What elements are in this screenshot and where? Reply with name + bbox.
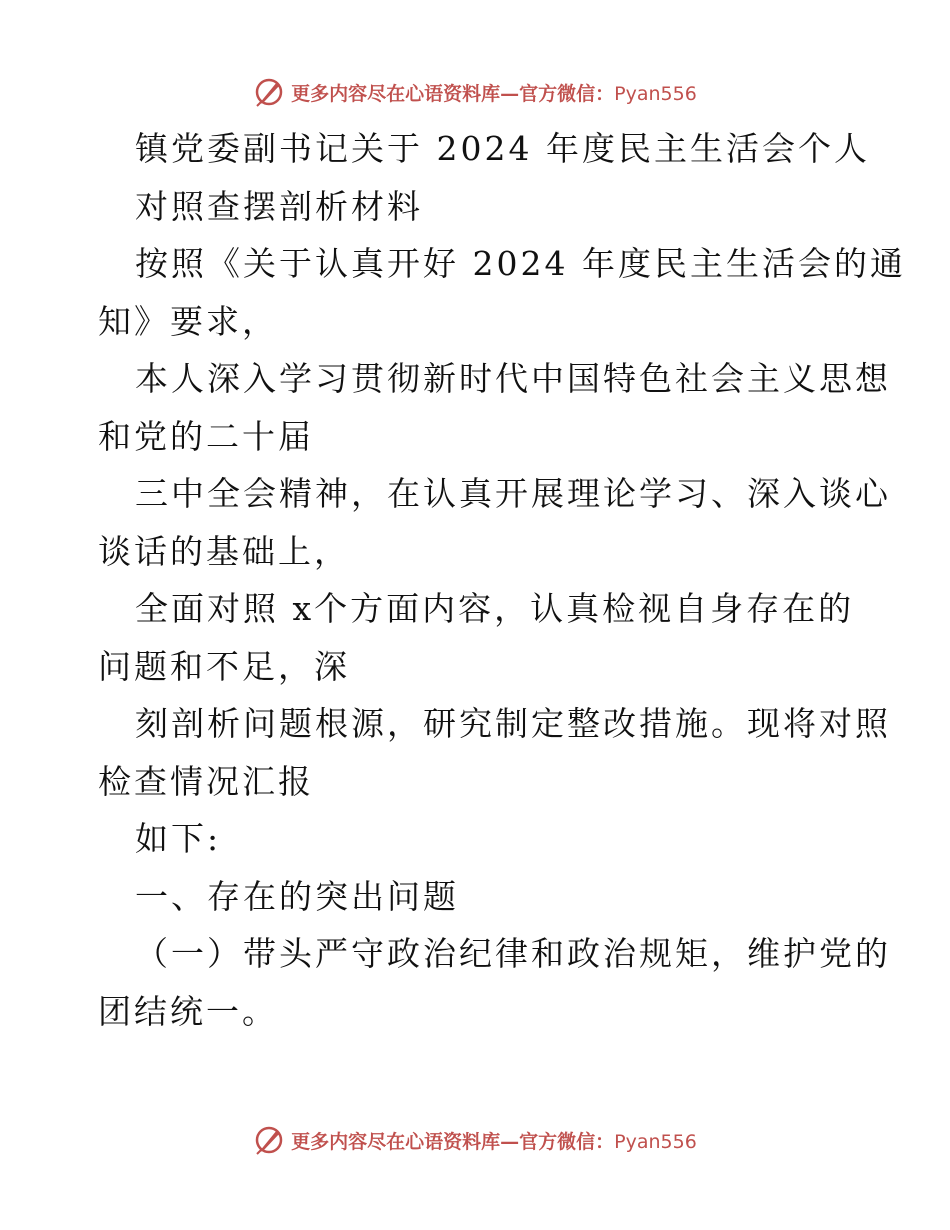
doc-title-line-1: 镇党委副书记关于 2024 年度民主生活会个人 [135,129,870,168]
watermark-text: 更多内容尽在心语资料库—官方微信：Pyan556 [291,1130,697,1153]
quill-circle-logo-icon [253,1124,285,1156]
paragraph-line: 本人深入学习贯彻新时代中国特色社会主义思想 [135,359,891,398]
header-watermark-banner [0,72,950,112]
quill-circle-logo-icon [253,76,285,108]
paragraph-line: 问题和不足，深 [98,646,350,686]
subsection-heading-cont: 团结统一。 [98,991,278,1031]
document-body [98,120,906,1040]
paragraph-line: 检查情况汇报 [98,761,314,801]
paragraph-line: 刻剖析问题根源，研究制定整改措施。现将对照 [135,704,891,743]
paragraph-line: 三中全会精神，在认真开展理论学习、深入谈心 [135,474,891,513]
watermark-text: 更多内容尽在心语资料库—官方微信：Pyan556 [291,82,697,105]
paragraph-line: 知》要求， [98,301,278,341]
paragraph-line: 按照《关于认真开好 2024 年度民主生活会的通 [135,244,906,283]
paragraph-line: 和党的二十届 [98,416,314,456]
doc-title-line-2: 对照查摆剖析材料 [135,186,423,226]
paragraph-line: 如下: [135,819,222,858]
subsection-heading: （一）带头严守政治纪律和政治规矩，维护党的 [135,934,891,973]
paragraph-line: 谈话的基础上， [98,531,350,571]
footer-watermark-banner [0,1120,950,1160]
section-heading: 一、存在的突出问题 [135,876,459,916]
paragraph-line: 全面对照 x个方面内容，认真检视自身存在的 [135,589,855,628]
